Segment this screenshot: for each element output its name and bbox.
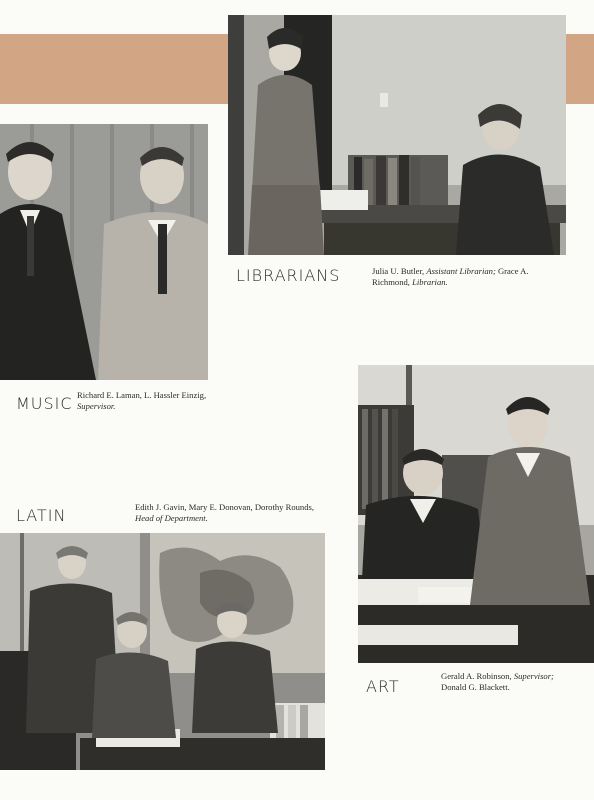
art-caption — [441, 671, 571, 693]
art-caption-names-b: Donald G. Blackett. — [441, 682, 510, 692]
latin-caption-role: Head of Department. — [135, 513, 208, 523]
librarians-caption-names-b: Grace A. Richmond, — [372, 266, 529, 287]
librarians-caption-role-b: Librarian. — [412, 277, 448, 287]
librarians-caption — [372, 266, 566, 288]
librarians-caption-names-a: Julia U. Butler, — [372, 266, 427, 276]
librarians-caption-role-a: Assistant Librarian; — [426, 266, 496, 276]
header-band-left — [0, 34, 228, 104]
librarians-photo — [228, 15, 566, 255]
music-photo — [0, 124, 208, 380]
art-caption-role-a: Supervisor; — [513, 671, 554, 681]
librarians-heading: LIBRARIANS — [236, 266, 341, 285]
header-band-right — [566, 34, 594, 104]
latin-caption-names: Edith J. Gavin, Mary E. Donovan, Dorothy Rounds, — [135, 502, 315, 512]
music-caption-role: Supervisor. — [77, 401, 116, 411]
art-caption-names-a: Gerald A. Robinson, — [441, 671, 514, 681]
music-heading: MUSIC — [16, 394, 73, 413]
latin-heading: LATIN — [16, 506, 67, 525]
latin-photo — [0, 533, 325, 770]
latin-caption — [135, 502, 325, 524]
art-heading: ART — [366, 677, 400, 696]
art-photo — [358, 365, 594, 663]
music-caption — [77, 390, 207, 412]
music-caption-names: Richard E. Laman, L. Hassler Einzig, — [77, 390, 207, 400]
